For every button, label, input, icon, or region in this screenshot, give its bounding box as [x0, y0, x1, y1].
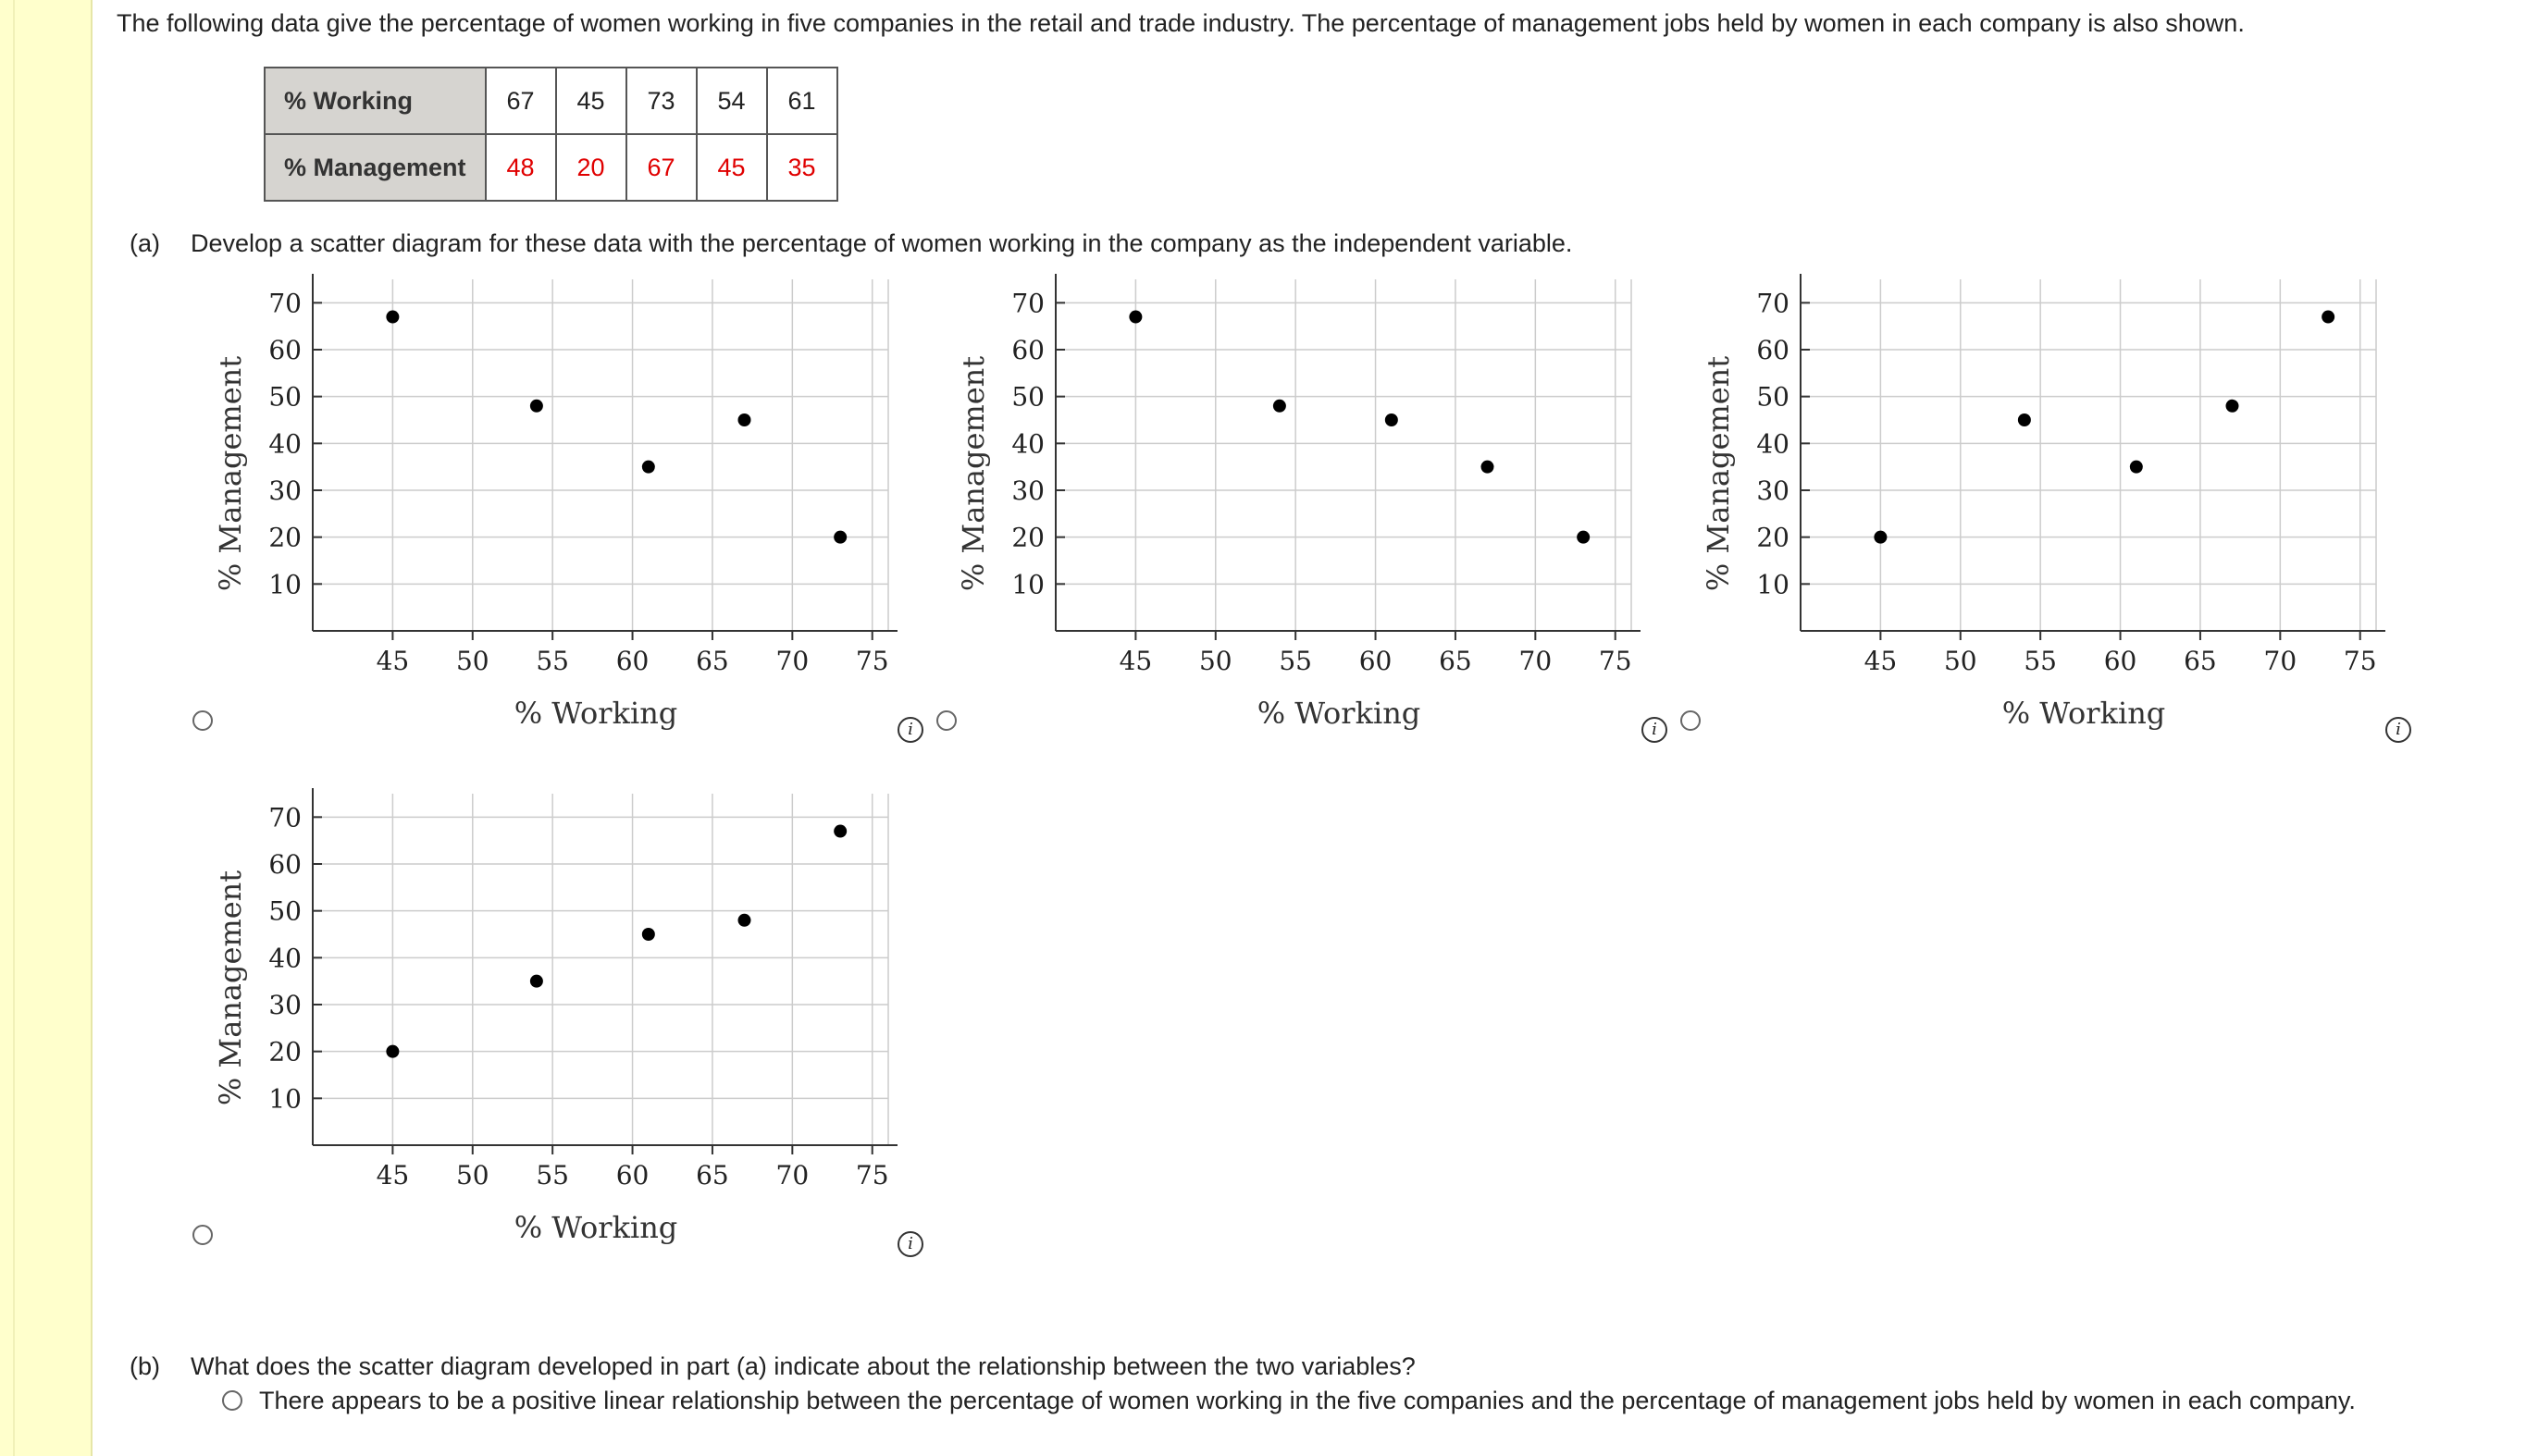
data-point: [386, 1045, 399, 1058]
info-icon[interactable]: i: [898, 717, 923, 743]
y-axis-title: % Management: [213, 355, 248, 592]
y-tick-label: 50: [1011, 381, 1045, 413]
data-point: [834, 825, 847, 838]
y-tick-label: 10: [268, 1083, 302, 1115]
data-point: [530, 975, 543, 988]
x-tick-label: 75: [855, 1160, 889, 1191]
x-axis-title: % Working: [1257, 696, 1421, 731]
x-tick-label: 55: [536, 1160, 569, 1191]
data-point: [834, 531, 847, 544]
y-tick-label: 10: [1011, 569, 1045, 600]
data-point: [530, 400, 543, 413]
y-tick-label: 10: [1756, 569, 1789, 600]
y-tick-label: 40: [1756, 428, 1789, 460]
x-tick-label: 60: [1358, 646, 1393, 676]
y-tick-label: 50: [268, 895, 302, 927]
x-tick-label: 55: [1279, 646, 1312, 676]
y-tick-label: 30: [1011, 475, 1045, 506]
data-point: [386, 311, 399, 324]
y-axis-title: % Management: [956, 355, 991, 592]
question-highlight-bar: [0, 0, 93, 1456]
part-b-option-1[interactable]: [222, 1383, 2480, 1418]
data-point: [2130, 461, 2143, 474]
x-tick-label: 75: [2343, 646, 2377, 676]
part-b-prompt: [130, 1352, 1416, 1381]
x-tick-label: 60: [615, 646, 650, 676]
x-tick-label: 50: [1198, 646, 1232, 676]
x-tick-label: 50: [1943, 646, 1977, 676]
scatter-plot-1: [213, 268, 953, 786]
scatter-plot-2: [956, 268, 1696, 786]
x-tick-label: 55: [2024, 646, 2057, 676]
data-point: [1577, 531, 1590, 544]
part-b-option-1-text: There appears to be a positive linear relationship between the percentage of women working in the five companies and the percentage of management jobs held by women in each company.: [259, 1387, 2356, 1414]
x-tick-label: 70: [1518, 646, 1553, 676]
x-tick-label: 65: [696, 646, 729, 676]
y-tick-label: 40: [268, 943, 302, 974]
scatter-chart-option-3: [1701, 268, 2441, 786]
data-table: [264, 67, 838, 202]
data-point: [738, 914, 751, 927]
x-tick-label: 45: [376, 1160, 410, 1191]
x-tick-label: 70: [2263, 646, 2297, 676]
intro-text: The following data give the percentage of women working in five companies in the retail and trade industry. The percentage of management jobs held by women in each company is also shown.: [117, 9, 2245, 37]
data-point: [2226, 400, 2239, 413]
x-tick-label: 60: [615, 1160, 650, 1191]
part-a-label: (a): [130, 229, 160, 257]
scatter-chart-option-4: [213, 783, 953, 1301]
y-tick-label: 60: [268, 335, 302, 365]
data-point: [738, 413, 751, 426]
x-tick-label: 70: [775, 646, 810, 676]
table-row-working: [265, 68, 837, 134]
highlight-bar-rule: [13, 0, 15, 1456]
y-tick-label: 70: [1756, 288, 1789, 319]
y-tick-label: 20: [1011, 522, 1045, 553]
y-tick-label: 40: [268, 428, 302, 460]
scatter-chart-option-1: [213, 268, 953, 786]
part-b-label: (b): [130, 1352, 160, 1380]
part-a-prompt: [130, 229, 1572, 258]
x-tick-label: 45: [1864, 646, 1898, 676]
y-tick-label: 30: [268, 475, 302, 506]
x-axis-title: % Working: [514, 1210, 678, 1245]
y-tick-label: 20: [268, 522, 302, 553]
data-point: [642, 928, 655, 941]
table-cell: 20: [556, 134, 626, 201]
y-tick-label: 30: [268, 990, 302, 1020]
table-cell: 67: [486, 68, 556, 134]
option-4-radio[interactable]: [192, 1225, 213, 1245]
table-cell: 67: [626, 134, 697, 201]
x-tick-label: 50: [455, 1160, 489, 1191]
table-cell: 45: [697, 134, 767, 201]
x-tick-label: 70: [775, 1160, 810, 1191]
table-cell: 73: [626, 68, 697, 134]
data-point: [642, 461, 655, 474]
y-tick-label: 60: [268, 849, 302, 880]
y-axis-title: % Management: [1701, 355, 1736, 592]
x-tick-label: 45: [376, 646, 410, 676]
x-tick-label: 75: [1598, 646, 1632, 676]
data-point: [1481, 461, 1494, 474]
x-tick-label: 65: [1439, 646, 1472, 676]
y-tick-label: 20: [268, 1036, 302, 1067]
part-b-question: What does the scatter diagram developed in part (a) indicate about the relationship between the two variables?: [191, 1352, 1416, 1380]
info-icon[interactable]: i: [2385, 717, 2411, 743]
y-tick-label: 10: [268, 569, 302, 600]
table-cell: 35: [767, 134, 837, 201]
row-label-working: % Working: [265, 68, 486, 134]
y-tick-label: 50: [1756, 381, 1789, 413]
x-tick-label: 55: [536, 646, 569, 676]
x-tick-label: 45: [1119, 646, 1153, 676]
y-tick-label: 40: [1011, 428, 1045, 460]
x-tick-label: 60: [2103, 646, 2137, 676]
x-tick-label: 50: [455, 646, 489, 676]
y-tick-label: 70: [268, 288, 302, 319]
table-cell: 61: [767, 68, 837, 134]
x-tick-label: 65: [2184, 646, 2217, 676]
x-axis-title: % Working: [2001, 696, 2166, 731]
part-a-question: Develop a scatter diagram for these data with the percentage of women working in the company as the independent variable.: [191, 229, 1573, 257]
data-point: [1129, 311, 1142, 324]
data-point: [2322, 311, 2334, 324]
table-cell: 45: [556, 68, 626, 134]
y-tick-label: 60: [1756, 335, 1789, 365]
row-label-management: % Management: [265, 134, 486, 201]
part-b-option-1-radio[interactable]: [222, 1390, 242, 1411]
option-1-radio[interactable]: [192, 710, 213, 731]
y-tick-label: 70: [1011, 288, 1045, 319]
data-point: [2018, 413, 2031, 426]
y-tick-label: 60: [1011, 335, 1045, 365]
y-tick-label: 50: [268, 381, 302, 413]
data-point: [1273, 400, 1286, 413]
y-tick-label: 30: [1756, 475, 1789, 506]
info-icon[interactable]: i: [898, 1231, 923, 1257]
data-point: [1385, 413, 1398, 426]
info-icon[interactable]: i: [1641, 717, 1667, 743]
table-row-management: [265, 134, 837, 201]
option-2-radio[interactable]: [936, 710, 957, 731]
option-3-radio[interactable]: [1680, 710, 1701, 731]
table-cell: 48: [486, 134, 556, 201]
y-tick-label: 20: [1756, 522, 1789, 553]
y-axis-title: % Management: [213, 870, 248, 1106]
y-tick-label: 70: [268, 802, 302, 833]
x-tick-label: 75: [855, 646, 889, 676]
x-tick-label: 65: [696, 1160, 729, 1191]
x-axis-title: % Working: [514, 696, 678, 731]
scatter-chart-option-2: [956, 268, 1696, 786]
scatter-plot-3: [1701, 268, 2441, 786]
scatter-plot-4: [213, 783, 953, 1301]
table-cell: 54: [697, 68, 767, 134]
data-point: [1874, 531, 1887, 544]
